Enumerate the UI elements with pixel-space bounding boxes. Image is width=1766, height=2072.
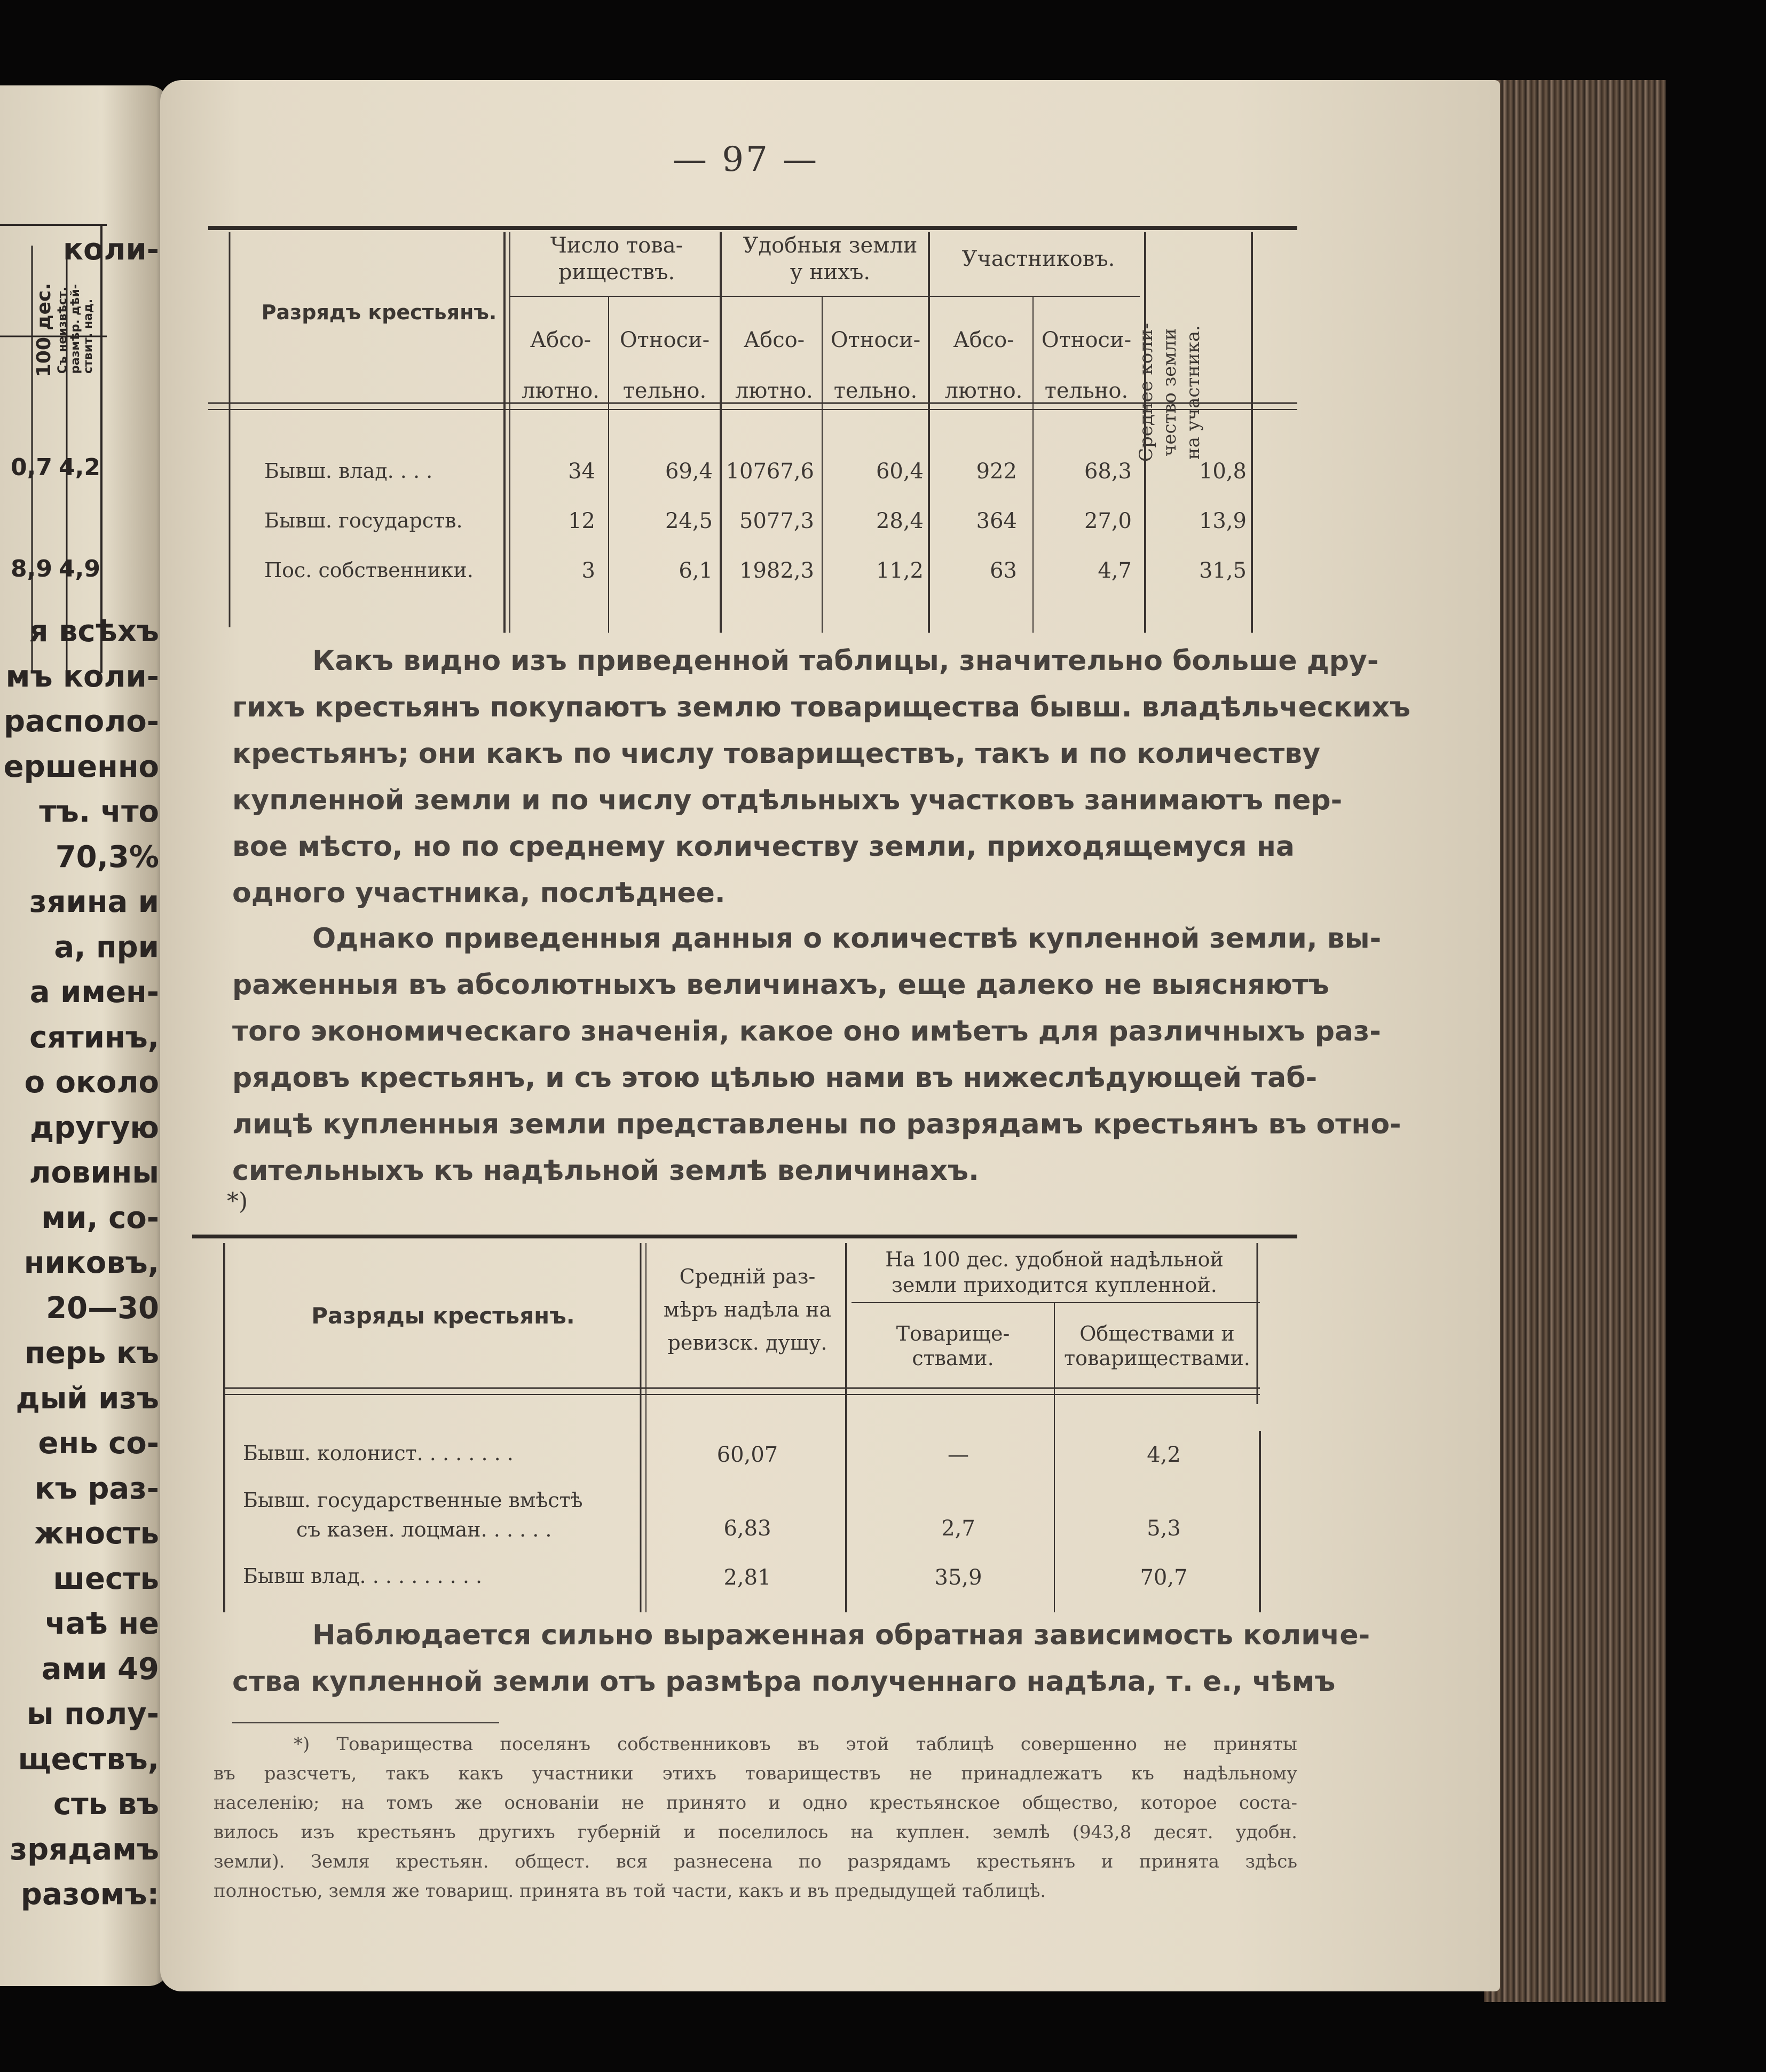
- table-row-label: Бывш. государственные вмѣстѣ: [243, 1488, 583, 1512]
- left-text-line: ми, со-: [41, 1200, 159, 1235]
- left-text-line: шесть: [53, 1561, 159, 1596]
- left-col1-header: 100 дес.: [33, 283, 55, 377]
- left-text-line: чаѣ не: [45, 1606, 159, 1641]
- left-text-line: а имен-: [29, 975, 159, 1010]
- footnote: [214, 1730, 1297, 1906]
- table-cell: 70,7: [1140, 1565, 1188, 1590]
- left-text-line: а, при: [54, 929, 159, 965]
- left-text-line: зрядамъ: [10, 1832, 159, 1867]
- paragraph-3: [232, 1612, 1370, 1705]
- table-1-sub-abs-2: Абсо- лютно.: [735, 328, 813, 403]
- left-text-line: сть въ: [53, 1787, 159, 1822]
- table-cell: 69,4: [665, 459, 713, 484]
- table-cell: 3: [581, 558, 595, 583]
- table-1-sub-rel-1: Относи- тельно.: [619, 328, 710, 403]
- text-line: того экономическаго значенія, какое оно имѣетъ для различныхъ раз-: [232, 1015, 1381, 1047]
- table-cell: 10767,6: [726, 459, 814, 484]
- paragraph-2: [232, 916, 1401, 1194]
- page-number: — 97 —: [673, 140, 819, 179]
- footnote-line: земли). Земля крестьян. общест. вся разнесена по разрядамъ крестьянъ и принята здѣсь: [214, 1851, 1297, 1872]
- left-text-line: никовъ,: [23, 1246, 159, 1280]
- table-2-col-2-header: Средній раз- мѣръ надѣла на ревизск. душу.: [663, 1265, 832, 1354]
- table-1-row-header: Разрядъ крестьянъ.: [261, 301, 497, 324]
- book-page-edges: [1484, 80, 1666, 2002]
- footnote-reference-mark: *): [227, 1188, 248, 1215]
- table-cell: 27,0: [1084, 509, 1132, 533]
- footnote-rule: [232, 1722, 499, 1723]
- table-cell: 28,4: [876, 509, 924, 533]
- table-cell: 5,3: [1147, 1516, 1181, 1541]
- table-cell: 10,8: [1199, 459, 1247, 484]
- text-line: гихъ крестьянъ покупаютъ землю товарищества бывш. владѣльческихъ: [232, 691, 1411, 723]
- left-text-line: разомъ:: [20, 1877, 159, 1912]
- table-cell: 2,7: [941, 1516, 975, 1541]
- left-header-word: коли-: [63, 232, 159, 267]
- table-1-sub-rel-2: Относи- тельно.: [830, 328, 921, 403]
- footnote-line: полностью, земля же товарищ. принята въ той части, какъ и въ предыдущей таблицѣ.: [214, 1880, 1046, 1902]
- table-cell: 4,7: [1098, 558, 1132, 583]
- table-cell: 31,5: [1199, 558, 1247, 583]
- table-cell: 60,07: [716, 1443, 778, 1467]
- left-text-line: другую: [29, 1110, 159, 1145]
- table-1-last-col-header: Среднее коли- чество земли на участника.: [1136, 323, 1204, 462]
- text-line: Какъ видно изъ приведенной таблицы, значительно больше дру-: [312, 645, 1379, 677]
- left-text-line: ы полу-: [26, 1697, 159, 1731]
- table-cell: 1982,3: [739, 558, 814, 583]
- table-1-sub-abs-1: Абсо- лютно.: [522, 328, 600, 403]
- table-cell: 13,9: [1199, 509, 1247, 533]
- table-2-sub-2: Обществами и товариществами.: [1064, 1322, 1250, 1370]
- table-row-label: Пос. собственники.: [264, 558, 474, 582]
- table-1-group-2: Удобныя земли у нихъ.: [743, 233, 918, 285]
- table-cell: 6,83: [723, 1516, 771, 1541]
- table-1-group-1: Число това- риществъ.: [550, 233, 683, 285]
- footnote-line: вилось изъ крестьянъ другихъ губерній и поселилось на куплен. землѣ (943,8 десят. удобн.: [214, 1822, 1297, 1843]
- text-line: Наблюдается сильно выраженная обратная зависимость количе-: [312, 1619, 1370, 1651]
- text-line: одного участника, послѣднее.: [232, 877, 726, 909]
- table-cell: 2,81: [723, 1565, 771, 1590]
- table-row-label: Бывш. влад. . . .: [264, 459, 433, 483]
- table-cell: 6,1: [679, 558, 713, 583]
- left-text-line: жность: [34, 1516, 159, 1551]
- left-text-line: ами 49: [41, 1651, 159, 1687]
- table-cell: 5077,3: [739, 509, 814, 533]
- left-text-line: зяина и: [29, 885, 159, 919]
- left-text-line: 20—30: [46, 1290, 159, 1326]
- table-cell: 922: [976, 459, 1017, 484]
- table-row-label: Бывш. государств.: [264, 509, 463, 532]
- table-cell: 4,2: [1147, 1443, 1181, 1467]
- table-cell: 34: [568, 459, 595, 484]
- left-text-line: ществъ,: [18, 1742, 159, 1777]
- paragraph-1: [232, 638, 1411, 917]
- text-line: Однако приведенныя данныя о количествѣ купленной земли, вы-: [312, 923, 1382, 955]
- left-r1c1: 0,7: [11, 454, 52, 481]
- left-text-line: дый изъ: [15, 1381, 159, 1416]
- footnote-line: *) Товарищества поселянъ собственниковъ въ этой таблицѣ совершенно не приняты: [294, 1734, 1297, 1755]
- left-text-line: тъ. что: [39, 794, 159, 829]
- left-col2-header: Съ неизвѣст. размѣр. дѣй-ствит. над.: [56, 284, 95, 374]
- table-row-label: Бывш. колонист. . . . . . . .: [243, 1441, 514, 1465]
- left-page-fragment: [0, 85, 170, 1986]
- left-text-line: располо-: [4, 704, 159, 739]
- left-text-line: ень со-: [38, 1426, 159, 1461]
- text-line: лицѣ купленныя земли представлены по разрядамъ крестьянъ въ отно-: [232, 1108, 1401, 1140]
- table-cell: —: [948, 1443, 969, 1467]
- table-cell: 35,9: [934, 1565, 982, 1590]
- left-text-line: я всѣхъ: [29, 614, 159, 649]
- left-r2c1: 8,9: [11, 555, 52, 582]
- table-cell: 68,3: [1084, 459, 1132, 484]
- text-line: вое мѣсто, но по среднему количеству земли, приходящемуся на: [232, 831, 1295, 863]
- left-text-line: ловины: [29, 1155, 159, 1190]
- table-1-sub-abs-3: Абсо- лютно.: [944, 328, 1023, 403]
- table-cell: 24,5: [665, 509, 713, 533]
- text-line: ства купленной земли отъ размѣра полученнаго надѣла, т. е., чѣмъ: [232, 1666, 1336, 1698]
- table-cell: 364: [976, 509, 1017, 533]
- table-2-sub-1: Товарище- ствами.: [896, 1322, 1010, 1370]
- table-row-label: Бывш влад. . . . . . . . . .: [243, 1564, 483, 1588]
- footnote-line: населенію; на томъ же основаніи не принято и одно крестьянское общество, которое соста-: [214, 1792, 1297, 1814]
- table-cell: 11,2: [876, 558, 924, 583]
- table-2-row-header: Разряды крестьянъ.: [311, 1303, 575, 1329]
- left-r1c2: 4,2: [59, 454, 100, 481]
- left-text-line: 70,3%: [55, 839, 159, 875]
- left-text-line: сятинъ,: [29, 1020, 159, 1055]
- left-text-line: перь къ: [25, 1336, 159, 1370]
- left-text-line: ершенно: [3, 749, 159, 784]
- left-text-line: къ раз-: [34, 1471, 159, 1506]
- text-line: купленной земли и по числу отдѣльныхъ участковъ занимаютъ пер-: [232, 784, 1343, 816]
- text-line: сительныхъ къ надѣльной землѣ величинахъ.: [232, 1155, 979, 1187]
- table-cell: 12: [568, 509, 595, 533]
- text-line: рядовъ крестьянъ, и съ этою цѣлью нами въ нижеслѣдующей таб-: [232, 1062, 1318, 1094]
- table-2-group-header: На 100 дес. удобной надѣльной земли приходится купленной.: [885, 1248, 1224, 1297]
- table-cell: 63: [990, 558, 1017, 583]
- text-line: раженныя въ абсолютныхъ величинахъ, еще далеко не выясняютъ: [232, 969, 1329, 1001]
- footnote-line: въ разсчетъ, такъ какъ участники этихъ товариществъ не принадлежатъ къ надѣльному: [214, 1763, 1297, 1784]
- left-text-line: о около: [24, 1065, 159, 1100]
- table-1-sub-rel-3: Относи- тельно.: [1041, 328, 1132, 403]
- left-text-line: мъ коли-: [5, 659, 159, 694]
- table-cell: 60,4: [876, 459, 924, 484]
- left-r2c2: 4,9: [59, 555, 100, 582]
- text-line: крестьянъ; они какъ по числу товариществъ, такъ и по количеству: [232, 738, 1321, 770]
- table-1-group-3: Участниковъ.: [961, 247, 1115, 271]
- table-row-label: съ казен. лоцман. . . . . .: [296, 1518, 552, 1541]
